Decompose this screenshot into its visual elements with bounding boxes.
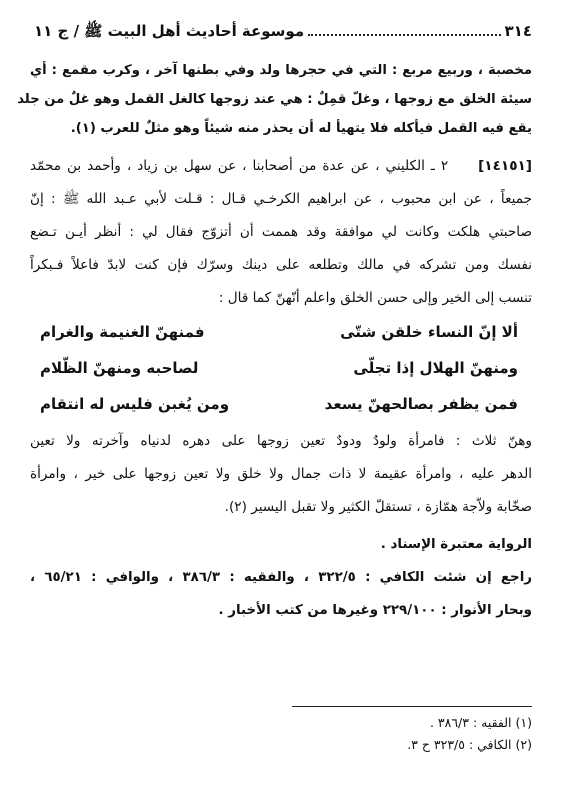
verse-first-hemistich: فمن يظفر بصالحهنّ يسعد xyxy=(324,395,518,413)
commentary-line: الدهر عليه ، وامرأة عقيمة لا ذات جمال ولا خلق ولا تعين زوجها على خير ، وامرأة xyxy=(30,466,532,482)
reference-line: وبحار الأنوار : ٢٢٩/١٠٠ وغيرها من كتب الأخبار . xyxy=(218,603,532,618)
footnote-divider xyxy=(292,706,532,707)
reference-line: راجع إن شئت الكافي : ٣٢٢/٥ ، والفقيه : ٣٨٦/٣ ، والوافي : ٦٥/٢١ ، xyxy=(30,570,532,585)
verse-second-hemistich: لصاحبه ومنهنّ الظّلام xyxy=(40,359,199,377)
verse-first-hemistich: ألا إنّ النساء خلقن شتّى xyxy=(340,323,518,341)
commentary-line: وهنّ ثلاث : فامرأة ولودٌ ودودٌ تعين زوجها على دهره لدنياه وآخرته ولا تعين xyxy=(30,433,532,449)
commentary-paragraph xyxy=(30,425,532,524)
hadith-line: صاحبتي هلكت وكانت لي موافقة وقد هممت أن أتزوّج فقال لي : أنظر أيـن تـضع xyxy=(30,224,532,240)
footnotes xyxy=(407,712,532,756)
poem-verse xyxy=(40,350,518,386)
intro-line: يقع فيه القمل فيأكله فلا يتهيأ له أن يحذر منه شيئاً وهو مثلٌ للعرب (١). xyxy=(70,121,532,136)
hadith-paragraph xyxy=(30,150,532,315)
hadith-line: نفسك ومن تشركه في مالك وتطلعه على دينك وسرّك فإن كنت لابدّ فاعلاً فـبكراً xyxy=(30,257,532,273)
verse-second-hemistich: ومن يُغبن فليس له انتقام xyxy=(40,395,230,413)
poem-verse xyxy=(40,386,518,422)
isnad-note: الرواية معتبرة الإسناد . xyxy=(380,537,532,552)
page-number: ٣١٤ xyxy=(504,22,532,40)
running-header xyxy=(34,22,532,46)
header-separator: / xyxy=(68,22,85,40)
poem-verse xyxy=(40,314,518,350)
book-title: موسوعة أحاديث أهل البيت ﷺ xyxy=(84,22,305,40)
verse-first-hemistich: ومنهنّ الهلال إذا تجلّى xyxy=(353,359,518,377)
hadith-number: [١٤١٥١] xyxy=(478,158,533,174)
footnote: (٢) الكافي : ٣٢٣/٥ ح ٣. xyxy=(407,737,532,752)
intro-line: سيئة الخلق مع زوجها ، وغلّ قمِلٌ : هي عند زوجها كالغل القمل وهو غلٌ من جلد xyxy=(17,92,532,107)
intro-paragraph xyxy=(17,56,532,143)
hadith-line: تنسب إلى الخير وإلى حسن الخلق واعلم أنّهنّ كما قال : xyxy=(218,290,532,306)
commentary-line: صخّابة ولاّجة همّازة ، تستقلّ الكثير ولا تقبل اليسير (٢). xyxy=(224,499,532,515)
verse-second-hemistich: فمنهنّ الغنيمة والغرام xyxy=(40,323,205,341)
header-dot-leader xyxy=(308,34,500,36)
notes-paragraph xyxy=(30,528,532,627)
hadith-line: جميعاً ، عن ابن محبوب ، عن ابراهيم الكرخـي قـال : قـلت لأبي عـبد الله ﷺ : إنّ xyxy=(30,191,532,207)
poem xyxy=(40,314,518,422)
footnote: (١) الفقيه : ٣٨٦/٣ . xyxy=(429,715,532,730)
hadith-first-line xyxy=(30,150,532,183)
hadith-line: ٢ ـ الكليني ، عن عدة من أصحابنا ، عن سهل بن زياد ، وأحمد بن محمّد xyxy=(30,158,449,174)
intro-line: مخصبة ، وربيع مربع : التي في حجرها ولد وفي بطنها آخر ، وكرب مقمع : أي xyxy=(30,63,532,78)
volume-number: ج ١١ xyxy=(34,22,69,40)
